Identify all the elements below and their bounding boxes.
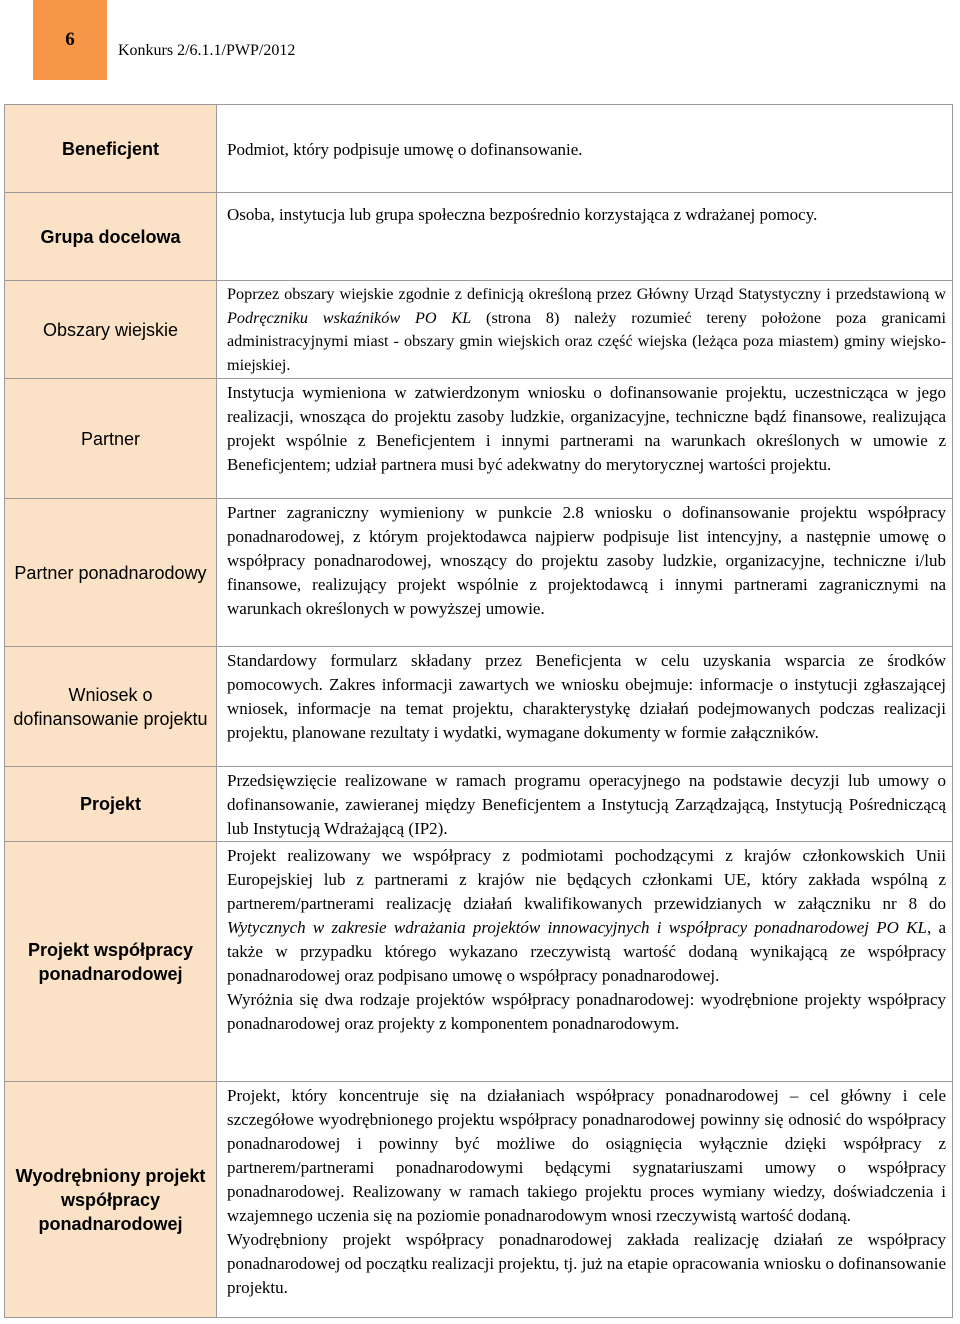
term-cell: Obszary wiejskie [5,281,217,379]
definition-text: Osoba, instytucja lub grupa społeczna bezpośrednio korzystająca z wdrażanej pomocy. [227,205,818,224]
definition-cell [217,767,953,842]
definition-cell [217,842,953,1082]
term-cell: Partner ponadnarodowy [5,499,217,647]
definition-text: Podmiot, który podpisuje umowę o dofinansowanie. [227,139,583,159]
term-cell: Partner [5,379,217,499]
table-row [5,842,953,1082]
italic-reference: Podręczniku wskaźników PO KL [227,308,472,327]
definition-text: Poprzez obszary wiejskie zgodnie z definicją określoną przez Główny Urząd Statystyczny i przedstawioną w Podręczniku wskaźników PO KL (strona 8) należy rozumieć tereny położone poza granicami administracyjnymi miast - obszary gmin wiejskich oraz część wiejska (leżąca poza miastem) gminy wiejsko-miejskiej. [227,285,946,374]
term-cell: Projekt współpracy ponadnarodowej [5,842,217,1082]
table-row [5,1082,953,1318]
definition-text: Wyodrębniony projekt współpracy ponadnarodowej zakłada realizację działań ze współpracy ponadnarodowej od początku realizacji projektu, tj. już na etapie opracowania wniosku o dofinansowanie projektu. [227,1230,946,1297]
definition-text: Wyróżnia się dwa rodzaje projektów współpracy ponadnarodowej: wyodrębnione projekty współpracy ponadnarodowej oraz projekty z komponentem ponadnarodowym. [227,990,946,1033]
page-number: 6 [33,0,107,80]
definition-cell [217,647,953,767]
definition-cell [217,1082,953,1318]
definition-text: Instytucja wymieniona w zatwierdzonym wniosku o dofinansowanie projektu, uczestnicząca w jego realizacji, wnosząca do projektu zasoby ludzkie, organizacyjne, techniczne bądź finansowe, realizująca projekt wspólnie z Beneficjentem i innymi partnerami na warunkach określonych w umowie z Beneficjentem; udział partnera musi być adekwatny do merytorycznej wartości projektu. [227,383,946,474]
contest-code: Konkurs 2/6.1.1/PWP/2012 [118,42,296,59]
term-cell: Wniosek o dofinansowanie projektu [5,647,217,767]
table-row [5,193,953,281]
definition-text: Projekt realizowany we współpracy z podmiotami pochodzącymi z krajów członkowskich Unii Europejskiej lub z partnerami z krajów nie będących członkami UE, który zakłada wspólną z partnerem/partnerami realizację działań kwalifikowanych przewidzianych w załączniku nr 8 do Wytycznych w zakresie wdrażania projektów innowacyjnych i współpracy ponadnarodowej PO KL, a także w przypadku którego wykazano rzeczywistą wartość dodaną wynikającą ze współpracy ponadnarodowej oraz podpisano umowę o współpracy ponadnarodowej. [227,846,947,985]
table-row [5,281,953,379]
definition-cell [217,379,953,499]
definition-cell [217,193,953,281]
table-row [5,105,953,193]
table-row [5,499,953,647]
table-row [5,767,953,842]
definitions-table [4,104,953,1318]
italic-reference: Wytycznych w zakresie wdrażania projektów innowacyjnych i współpracy ponadnarodowej PO KL [227,918,927,937]
term-cell: Wyodrębniony projekt współpracy ponadnarodowej [5,1082,217,1318]
term-cell: Grupa docelowa [5,193,217,281]
term-cell: Projekt [5,767,217,842]
definition-text: Przedsięwzięcie realizowane w ramach programu operacyjnego na podstawie decyzji lub umowy o dofinansowanie, zawieranej między Beneficjentem a Instytucją Zarządzającą, Instytucją Pośredniczącą lub Instytucją Wdrażającą (IP2). [227,771,946,838]
definition-cell [217,281,953,379]
term-cell: Beneficjent [5,105,217,193]
definition-cell [217,499,953,647]
definition-cell [217,105,953,193]
page-header [0,0,960,90]
definition-text: Standardowy formularz składany przez Beneficjenta w celu uzyskania wsparcia ze środków pomocowych. Zakres informacji zawartych we wniosku obejmuje: informacje o instytucji zgłaszającej wniosek, informacje na temat projektu, charakterystykę działań podejmowanych podczas realizacji projektu, planowane rezultaty i wydatki, wymagane dokumenty w formie załączników. [227,651,946,742]
definition-text: Partner zagraniczny wymieniony w punkcie 2.8 wniosku o dofinansowanie projektu współpracy ponadnarodowej, z którym projektodawca najpierw podpisuje list intencyjny, a następnie umowę o współpracy ponadnarodowej, wnoszący do projektu zasoby ludzkie, organizacyjne, techniczne i/lub finansowe, realizujący projekt wspólnie z projektodawcą i innymi partnerami zagranicznymi na warunkach określonych w powyższej umowie. [227,503,946,618]
table-row [5,379,953,499]
definition-text: Projekt, który koncentruje się na działaniach współpracy ponadnarodowej – cel główny i cele szczegółowe wyodrębnionego projektu współpracy ponadnarodowej powinny się odnosić do współpracy ponadnarodowej i powinny być możliwe do osiągnięcia wyłącznie dzięki współpracy z partnerem/partnerami ponadnarodowymi będącymi sygnatariuszami umowy o współpracy ponadnarodowej. Realizowany w ramach takiego projektu proces wymiany wiedzy, doświadczenia i wzajemnego uczenia się na poziomie ponadnarodowym wnosi rzeczywistą wartość dodaną. [227,1086,946,1225]
table-row [5,647,953,767]
